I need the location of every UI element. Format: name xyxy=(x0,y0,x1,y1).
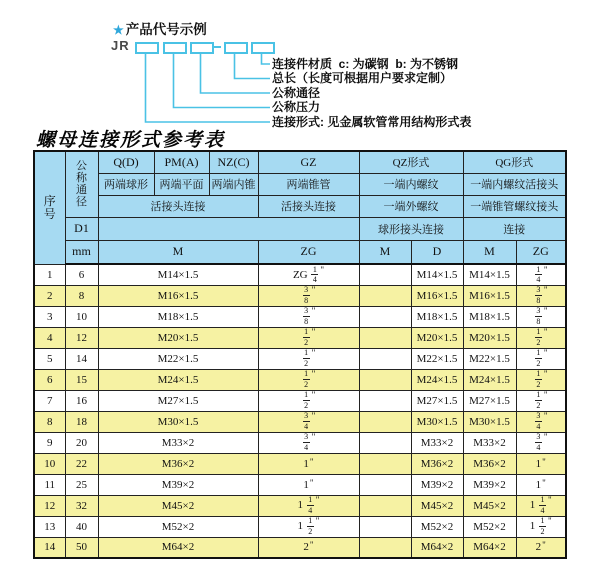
fraction: $\frac{1}{4}$ xyxy=(312,264,317,284)
header-pm-desc: 两端平面 xyxy=(154,173,209,195)
fraction: $\frac{3}{4}$ xyxy=(536,411,541,431)
header-m1: M xyxy=(98,240,258,264)
fraction: $\frac{3}{8}$ xyxy=(536,285,541,305)
cell-qg_m: M16×1.5 xyxy=(463,285,516,306)
inch-mark: " xyxy=(548,516,552,527)
cell-gz xyxy=(258,390,359,411)
cell-qz_m xyxy=(359,474,411,495)
table-row xyxy=(34,495,566,516)
cell-qg_zg xyxy=(516,264,566,285)
cell-m: M30×1.5 xyxy=(98,411,258,432)
cell-seq: 1 xyxy=(34,264,65,285)
header-qz-d: D xyxy=(411,240,463,264)
fraction: $\frac{1}{4}$ xyxy=(308,495,313,515)
table-row xyxy=(34,390,566,411)
cell-dn: 16 xyxy=(65,390,98,411)
label-nominal-diameter: 公称通径 xyxy=(272,85,321,100)
cell-qz_m xyxy=(359,411,411,432)
cell-dn: 18 xyxy=(65,411,98,432)
label-total-length: 总长（长度可根据用户要求定制） xyxy=(272,71,453,85)
inch-mark: " xyxy=(309,540,314,551)
fraction: $\frac{1}{2}$ xyxy=(536,348,541,368)
inch-mark: " xyxy=(543,390,548,401)
table-row xyxy=(34,285,566,306)
cell-qg_m: M30×1.5 xyxy=(463,411,516,432)
inch-mark: " xyxy=(311,411,316,422)
cell-qg_zg xyxy=(516,369,566,390)
cell-qg_m: M64×2 xyxy=(463,537,516,558)
table-row xyxy=(34,411,566,432)
inch-mark: " xyxy=(543,306,548,317)
cell-m: M52×2 xyxy=(98,516,258,537)
cell-qz_m xyxy=(359,390,411,411)
cell-gz: 1 $\frac{1}{2}$ " xyxy=(258,516,359,537)
cell-gz xyxy=(258,327,359,348)
header-mm: mm xyxy=(65,240,98,264)
cell-qz_d: M64×2 xyxy=(411,537,463,558)
cell-seq: 2 xyxy=(34,285,65,306)
inch-mark: " xyxy=(311,348,316,359)
cell-qz_d: M45×2 xyxy=(411,495,463,516)
cell-qz_d: M20×1.5 xyxy=(411,327,463,348)
fraction: $\frac{3}{8}$ xyxy=(304,285,309,305)
fraction: $\frac{1}{2}$ xyxy=(536,327,541,347)
cell-m: M36×2 xyxy=(98,453,258,474)
cell-qz_d: M14×1.5 xyxy=(411,264,463,285)
inch-mark: " xyxy=(315,516,320,527)
cell-qg_m: M20×1.5 xyxy=(463,327,516,348)
cell-qg_m: M52×2 xyxy=(463,516,516,537)
cell-qz_m xyxy=(359,537,411,558)
code-dash xyxy=(212,46,221,48)
cell-m: M64×2 xyxy=(98,537,258,558)
cell-qg_m: M22×1.5 xyxy=(463,348,516,369)
cell-qg_zg xyxy=(516,432,566,453)
cell-qz_d: M18×1.5 xyxy=(411,306,463,327)
cell-qg_m: M18×1.5 xyxy=(463,306,516,327)
cell-gz: ZG $\frac{1}{4}$ " xyxy=(258,264,359,285)
cell-qz_m xyxy=(359,348,411,369)
code-box-1 xyxy=(135,42,159,54)
cell-qg_m: M27×1.5 xyxy=(463,390,516,411)
cell-seq: 12 xyxy=(34,495,65,516)
header-qz-desc2: 一端外螺纹 xyxy=(359,195,463,217)
fraction: $\frac{3}{4}$ xyxy=(304,411,309,431)
fraction: $\frac{3}{8}$ xyxy=(536,306,541,326)
table-body xyxy=(34,264,566,558)
cell-qg_zg xyxy=(516,411,566,432)
cell-gz xyxy=(258,348,359,369)
cell-qg_zg: 1 $\frac{1}{2}$ " xyxy=(516,516,566,537)
cell-m: M14×1.5 xyxy=(98,264,258,285)
inch-mark: " xyxy=(542,540,546,551)
label-connector-material: 连接件材质 c: 为碳钢 b: 为不锈钢 xyxy=(272,56,459,71)
cell-qz_m xyxy=(359,453,411,474)
header-qg-m: M xyxy=(463,240,516,264)
cell-seq: 6 xyxy=(34,369,65,390)
cell-qg_zg xyxy=(516,327,566,348)
nut-connection-table xyxy=(33,150,567,559)
table-row xyxy=(34,474,566,495)
fraction: $\frac{3}{4}$ xyxy=(304,432,309,452)
cell-qz_d: M33×2 xyxy=(411,432,463,453)
code-box-4 xyxy=(224,42,248,54)
cell-seq: 9 xyxy=(34,432,65,453)
inch-mark: " xyxy=(543,411,548,422)
cell-gz xyxy=(258,369,359,390)
cell-qz_d: M16×1.5 xyxy=(411,285,463,306)
cell-dn: 8 xyxy=(65,285,98,306)
table-row xyxy=(34,264,566,285)
header-qd-desc: 两端球形 xyxy=(98,173,154,195)
cell-dn: 20 xyxy=(65,432,98,453)
fraction: $\frac{1}{2}$ xyxy=(304,348,309,368)
cell-gz xyxy=(258,432,359,453)
cell-qg_m: M33×2 xyxy=(463,432,516,453)
header-col-qd: Q(D) xyxy=(98,151,154,173)
table-row xyxy=(34,432,566,453)
inch-mark: " xyxy=(542,477,546,488)
inch-mark: " xyxy=(311,390,316,401)
table-header xyxy=(34,151,566,264)
cell-gz xyxy=(258,411,359,432)
table-row xyxy=(34,348,566,369)
cell-dn: 25 xyxy=(65,474,98,495)
cell-seq: 11 xyxy=(34,474,65,495)
cell-seq: 10 xyxy=(34,453,65,474)
header-zg1: ZG xyxy=(258,240,359,264)
cell-qg_m: M24×1.5 xyxy=(463,369,516,390)
fraction: $\frac{1}{2}$ xyxy=(308,516,313,536)
header-qz-m: M xyxy=(359,240,411,264)
cell-dn: 50 xyxy=(65,537,98,558)
label-nominal-pressure: 公称压力 xyxy=(272,100,321,114)
inch-mark: " xyxy=(315,495,320,506)
header-col-qz: QZ形式 xyxy=(359,151,463,173)
header-qg-conn: 连接 xyxy=(463,217,566,240)
cell-gz: 1 $\frac{1}{4}$ " xyxy=(258,495,359,516)
header-gz-desc: 两端锥管 xyxy=(258,173,359,195)
cell-qg_m: M14×1.5 xyxy=(463,264,516,285)
code-example-heading xyxy=(113,18,207,38)
cell-qg_zg: 2" xyxy=(516,537,566,558)
header-qz-conn: 球形接头连接 xyxy=(359,217,463,240)
cell-m: M33×2 xyxy=(98,432,258,453)
header-qg-desc1: 一端内螺纹活接头 xyxy=(463,173,566,195)
cell-qz_m xyxy=(359,432,411,453)
cell-gz: 1" xyxy=(258,474,359,495)
code-box-2 xyxy=(163,42,187,54)
cell-dn: 14 xyxy=(65,348,98,369)
cell-m: M39×2 xyxy=(98,474,258,495)
cell-dn: 12 xyxy=(65,327,98,348)
cell-m: M20×1.5 xyxy=(98,327,258,348)
cell-seq: 4 xyxy=(34,327,65,348)
cell-qz_d: M27×1.5 xyxy=(411,390,463,411)
inch-mark: " xyxy=(543,432,548,443)
cell-gz xyxy=(258,285,359,306)
header-nz-desc: 两端内锥 xyxy=(209,173,258,195)
header-d1: D1 xyxy=(65,217,98,240)
cell-dn: 22 xyxy=(65,453,98,474)
cell-dn: 6 xyxy=(65,264,98,285)
header-col-nz: NZ(C) xyxy=(209,151,258,173)
header-col-pm: PM(A) xyxy=(154,151,209,173)
header-seq: 序 号 xyxy=(34,151,65,264)
cell-qg_zg xyxy=(516,306,566,327)
fraction: $\frac{1}{2}$ xyxy=(540,516,545,536)
cell-qg_zg: 1 $\frac{1}{4}$ " xyxy=(516,495,566,516)
cell-seq: 7 xyxy=(34,390,65,411)
cell-m: M22×1.5 xyxy=(98,348,258,369)
inch-mark: " xyxy=(311,369,316,380)
fraction: $\frac{1}{2}$ xyxy=(304,390,309,410)
cell-qz_m xyxy=(359,327,411,348)
inch-mark: " xyxy=(543,327,548,338)
inch-mark: " xyxy=(320,264,325,275)
table-row xyxy=(34,369,566,390)
fraction: $\frac{1}{2}$ xyxy=(536,369,541,389)
cell-qg_zg: 1" xyxy=(516,453,566,474)
table-row xyxy=(34,537,566,558)
cell-seq: 14 xyxy=(34,537,65,558)
cell-m: M24×1.5 xyxy=(98,369,258,390)
inch-mark: " xyxy=(543,348,548,359)
cell-seq: 8 xyxy=(34,411,65,432)
header-qg-zg: ZG xyxy=(516,240,566,264)
label-connection-form: 连接形式: 见金属软管常用结构形式表 xyxy=(272,114,472,129)
table-row xyxy=(34,453,566,474)
cell-qz_m xyxy=(359,306,411,327)
inch-mark: " xyxy=(309,477,314,488)
code-prefix: JR xyxy=(111,38,130,53)
cell-gz: 2" xyxy=(258,537,359,558)
fraction: $\frac{3}{4}$ xyxy=(536,432,541,452)
cell-qz_d: M39×2 xyxy=(411,474,463,495)
cell-qz_d: M24×1.5 xyxy=(411,369,463,390)
cell-qz_m xyxy=(359,516,411,537)
cell-seq: 5 xyxy=(34,348,65,369)
inch-mark: " xyxy=(543,369,548,380)
cell-qg_zg xyxy=(516,390,566,411)
cell-qz_m xyxy=(359,264,411,285)
header-blank xyxy=(98,217,359,240)
inch-mark: " xyxy=(548,495,552,506)
inch-mark: " xyxy=(543,264,548,275)
cell-qz_m xyxy=(359,369,411,390)
inch-mark: " xyxy=(311,432,316,443)
cell-dn: 40 xyxy=(65,516,98,537)
cell-m: M18×1.5 xyxy=(98,306,258,327)
fraction: $\frac{1}{4}$ xyxy=(536,264,541,284)
cell-qg_zg xyxy=(516,348,566,369)
cell-qg_zg xyxy=(516,285,566,306)
cell-qz_m xyxy=(359,495,411,516)
fraction: $\frac{1}{2}$ xyxy=(536,390,541,410)
code-box-5 xyxy=(251,42,275,54)
header-gz-conn: 活接头连接 xyxy=(258,195,359,217)
cell-qg_m: M45×2 xyxy=(463,495,516,516)
fraction: $\frac{1}{2}$ xyxy=(304,327,309,347)
fraction: $\frac{1}{4}$ xyxy=(540,495,545,515)
cell-seq: 13 xyxy=(34,516,65,537)
cell-gz: 1" xyxy=(258,453,359,474)
header-col-qg: QG形式 xyxy=(463,151,566,173)
header-dn: 公 称 通 径 xyxy=(65,151,98,217)
fraction: $\frac{1}{2}$ xyxy=(304,369,309,389)
cell-dn: 32 xyxy=(65,495,98,516)
cell-qg_zg: 1" xyxy=(516,474,566,495)
table-row xyxy=(34,327,566,348)
cell-seq: 3 xyxy=(34,306,65,327)
code-example-title: 产品代号示例 xyxy=(125,22,207,37)
cell-qg_m: M36×2 xyxy=(463,453,516,474)
table-row xyxy=(34,306,566,327)
cell-qz_d: M30×1.5 xyxy=(411,411,463,432)
cell-qz_d: M36×2 xyxy=(411,453,463,474)
star-icon: ★ xyxy=(113,23,124,37)
inch-mark: " xyxy=(311,327,316,338)
header-union-conn: 活接头连接 xyxy=(98,195,258,217)
header-col-gz: GZ xyxy=(258,151,359,173)
cell-m: M16×1.5 xyxy=(98,285,258,306)
inch-mark: " xyxy=(309,456,314,467)
inch-mark: " xyxy=(542,456,546,467)
code-box-3 xyxy=(190,42,214,54)
header-qz-desc1: 一端内螺纹 xyxy=(359,173,463,195)
cell-dn: 10 xyxy=(65,306,98,327)
cell-dn: 15 xyxy=(65,369,98,390)
cell-qg_m: M39×2 xyxy=(463,474,516,495)
table-title: 螺母连接形式参考表 xyxy=(36,129,226,151)
cell-qz_d: M52×2 xyxy=(411,516,463,537)
inch-mark: " xyxy=(543,285,548,296)
table-row xyxy=(34,516,566,537)
cell-m: M27×1.5 xyxy=(98,390,258,411)
cell-qz_m xyxy=(359,285,411,306)
cell-m: M45×2 xyxy=(98,495,258,516)
inch-mark: " xyxy=(311,306,316,317)
fraction: $\frac{3}{8}$ xyxy=(304,306,309,326)
inch-mark: " xyxy=(311,285,316,296)
cell-qz_d: M22×1.5 xyxy=(411,348,463,369)
header-qg-desc2: 一端锥管螺纹接头 xyxy=(463,195,566,217)
cell-gz xyxy=(258,306,359,327)
